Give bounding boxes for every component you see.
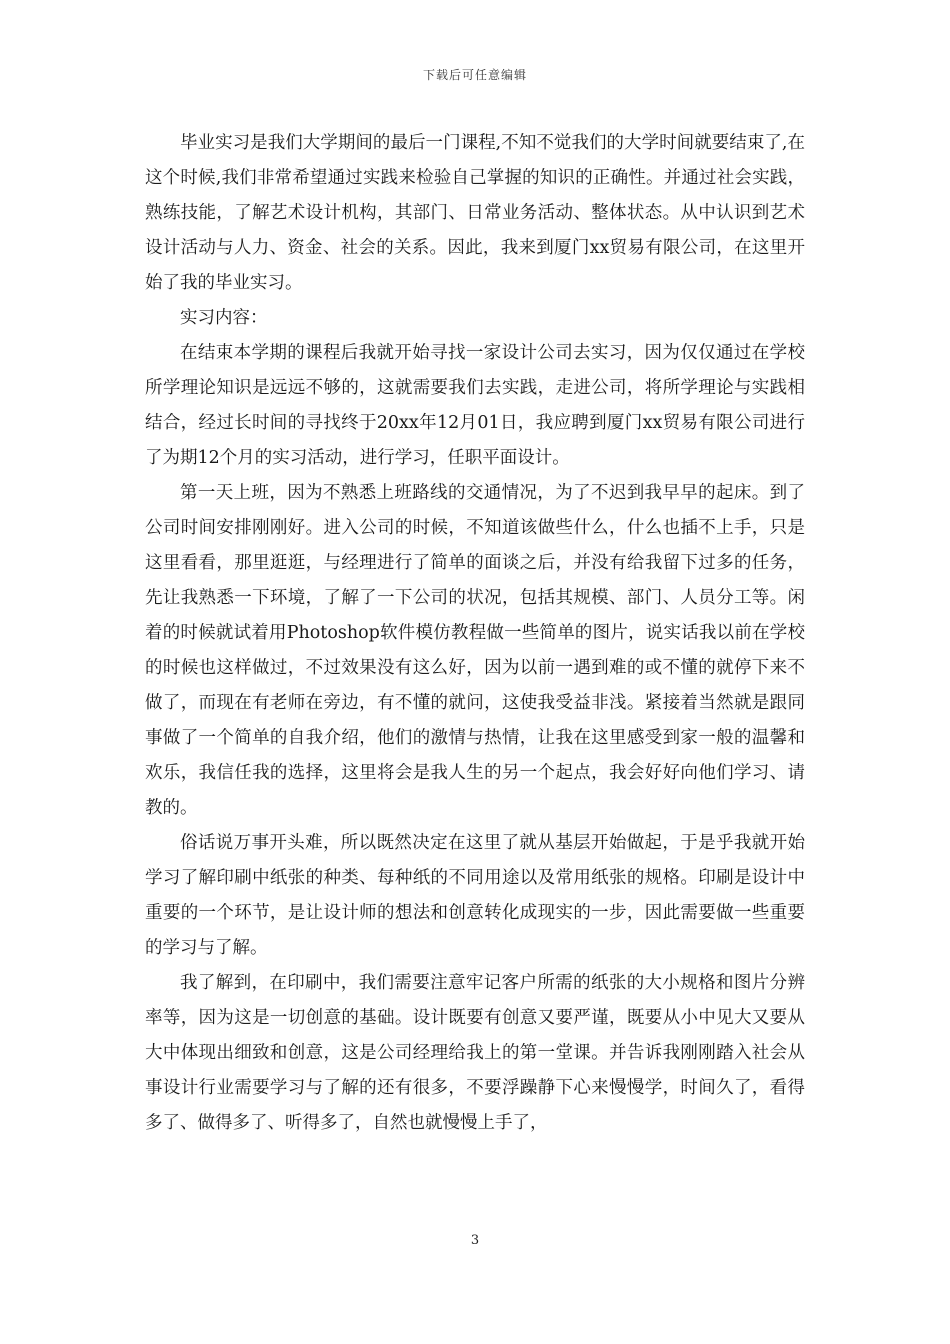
document-body bbox=[145, 126, 805, 1141]
page-number: 3 bbox=[470, 1233, 480, 1248]
paragraph-intro: 毕业实习是我们大学期间的最后一门课程,不知不觉我们的大学时间就要结束了,在这个时候,我们非常希望通过实践来检验自己掌握的知识的正确性。并通过社会实践，熟练技能，了解艺术设计机构，其部门、日常业务活动、整体状态。从中认识到艺术设计活动与人力、资金、社会的关系。因此，我来到厦门xx贸易有限公司，在这里开始了我的毕业实习。 bbox=[145, 133, 805, 293]
page-header: 下载后可任意编辑 bbox=[422, 68, 527, 82]
paragraph-printing-basics: 俗话说万事开头难，所以既然决定在这里了就从基层开始做起，于是乎我就开始学习了解印刷中纸张的种类、每种纸的不同用途以及常用纸张的规格。印刷是设计中重要的一个环节，是让设计师的想法和创意转化成现实的一步，因此需要做一些重要的学习与了解。 bbox=[145, 833, 805, 958]
paragraph-first-day: 第一天上班，因为不熟悉上班路线的交通情况，为了不迟到我早早的起床。到了公司时间安排刚刚好。进入公司的时候，不知道该做些什么，什么也插不上手，只是这里看看，那里逛逛，与经理进行了简单的面谈之后，并没有给我留下过多的任务，先让我熟悉一下环境，了解了一下公司的状况，包括其规模、部门、人员分工等。闲着的时候就试着用Photoshop软件模仿教程做一些简单的图片，说实话我以前在学校的时候也这样做过，不过效果没有这么好，因为以前一遇到难的或不懂的就停下来不做了，而现在有老师在旁边，有不懂的就问，这使我受益非浅。紧接着当然就是跟同事做了一个简单的自我介绍，他们的激情与热情，让我在这里感受到家一般的温馨和欢乐，我信任我的选择，这里将会是我人生的另一个起点，我会好好向他们学习、请教的。 bbox=[145, 483, 805, 818]
section-heading-internship-content: 实习内容： bbox=[180, 308, 268, 328]
paragraph-printing-lessons: 我了解到，在印刷中，我们需要注意牢记客户所需的纸张的大小规格和图片分辨率等，因为这是一切创意的基础。设计既要有创意又要严谨，既要从小中见大又要从大中体现出细致和创意，这是公司经理给我上的第一堂课。并告诉我刚刚踏入社会从事设计行业需要学习与了解的还有很多，不要浮躁静下心来慢慢学，时间久了，看得多了、做得多了、听得多了，自然也就慢慢上手了， bbox=[145, 973, 805, 1133]
paragraph-job-search: 在结束本学期的课程后我就开始寻找一家设计公司去实习，因为仅仅通过在学校所学理论知识是远远不够的，这就需要我们去实践，走进公司，将所学理论与实践相结合，经过长时间的寻找终于20xx年12月01日，我应聘到厦门xx贸易有限公司进行了为期12个月的实习活动，进行学习，任职平面设计。 bbox=[145, 343, 805, 468]
